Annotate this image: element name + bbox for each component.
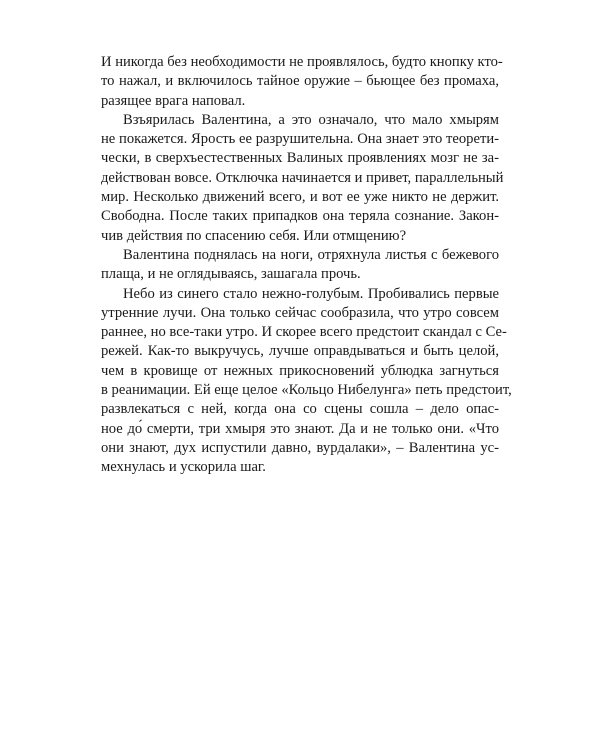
text-line: плаща, и не оглядываясь, зашагала прочь.	[101, 266, 361, 283]
text-line: не покажется. Ярость ее разрушительна. Она знает это теорети-	[101, 131, 499, 148]
text-line: раннее, но все-таки утро. И скорее всего предстоит скандал с Се-	[101, 324, 507, 341]
text-line: в реанимации. Ей еще целое «Кольцо Нибелунга» петь предстоит,	[101, 382, 512, 399]
body-text	[101, 53, 512, 478]
paragraph-3	[101, 246, 499, 285]
text-line: разящее врага наповал.	[101, 92, 246, 109]
text-line: режей. Как-то выкручусь, лучше оправдываться и быть целой,	[101, 343, 499, 360]
text-line: Небо из синего стало нежно-голубым. Пробивались первые	[123, 285, 499, 302]
text-line: чив действия по спасению себя. Или отмщению?	[101, 227, 407, 244]
text-line: мехнулась и ускорила шаг.	[101, 459, 266, 476]
text-line: развлекаться с ней, когда она со сцены сошла – дело опас-	[101, 401, 499, 418]
text-line: мир. Несколько движений всего, и вот ее уже никто не держит.	[101, 189, 499, 206]
text-line: Валентина поднялась на ноги, отряхнула листья с бежевого	[123, 246, 499, 263]
text-line: то нажал, и включилось тайное оружие – бьющее без промаха,	[101, 73, 499, 90]
text-line: они знают, дух испустили давно, вурдалаки», – Валентина ус-	[101, 439, 499, 456]
text-line: ное до́ смерти, три хмыря это знают. Да и не только они. «Что	[101, 420, 499, 437]
text-line: утренние лучи. Она только сейчас сообразила, что утро совсем	[101, 304, 499, 321]
text-line: чем в кровище от нежных прикосновений ублюдка загнуться	[101, 362, 499, 379]
text-line: чески, в сверхъестественных Валиных проявлениях мозг не за-	[101, 150, 499, 167]
text-line: Свободна. После таких припадков она теряла сознание. Закон-	[101, 208, 499, 225]
text-line: действован вовсе. Отключка начинается и привет, параллельный	[101, 169, 504, 186]
paragraph-2	[101, 111, 504, 246]
paragraph-4	[101, 285, 512, 478]
text-line: И никогда без необходимости не проявлялось, будто кнопку кто-	[101, 54, 503, 70]
text-line: Взъярилась Валентина, а это означало, что мало хмырям	[123, 111, 499, 128]
paragraph-1	[101, 53, 503, 111]
